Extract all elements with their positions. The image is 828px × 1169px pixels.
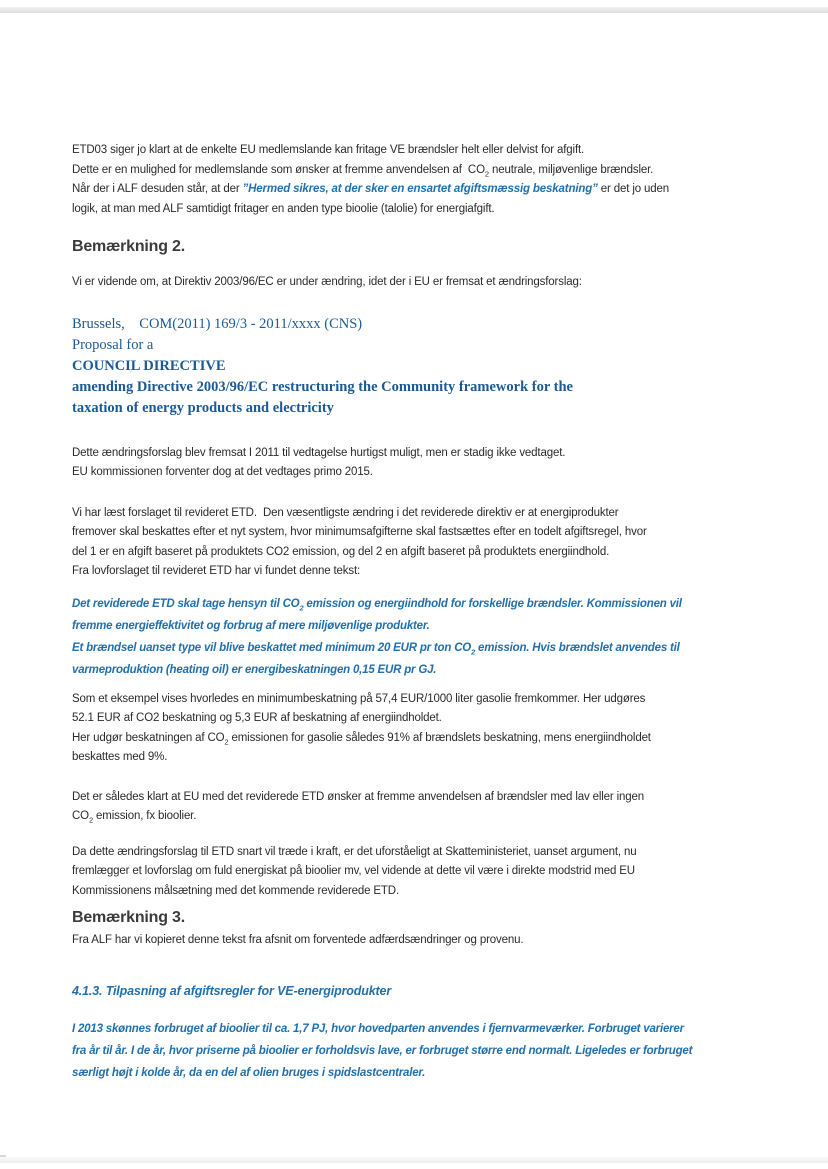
quote-revised-etd: Det reviderede ETD skal tage hensyn til $CO_2$ emission og energiindhold for forskellige brændsler. Kommissionen vil fremme energieffektivitet og forbrug af mere miljøvenlige produkter. Et brændsel uanset type vil blive beskattet med minimum 20 EUR pr ton $CO_2$ emission. Hvis brændslet anvendes til varmeproduktion (heating oil) er energibeskatningen 0,15 EUR pr GJ. bbox=[72, 597, 682, 676]
paragraph-det-er-saaledes: Det er således klart at EU med det reviderede ETD ønsker at fremme anvendelsen af brændsler med lav eller ingen $CO_2$ emission, fx bioolier. bbox=[72, 790, 645, 825]
proposal-citation-block: Brussels, COM(2011) 169/3 - 2011/xxxx (CNS) Proposal for a COUNCIL DIRECTIVE amending Directive 2003/96/EC restructuring the Community framework for the taxation of energy products and electricity bbox=[72, 315, 573, 416]
paragraph-vi-har-laest: Vi har læst forslaget til revideret ETD. Den væsentligste ændring i det reviderede direktiv er at energiprodukter fremover skal beskattes efter et nyt system, hvor minimumsafgifterne skal fastsættes efter en todelt afgiftsregel, hvor del 1 er en afgift baseret på produktets CO2 emission, og del 2 en afgift baseret på produktets energiindhold. Fra lovforslaget til revideret ETD har vi fundet denne tekst: bbox=[72, 506, 647, 577]
paragraph-fra-alf: Fra ALF har vi kopieret denne tekst fra afsnit om forventede adfærdsændringer og provenu. bbox=[72, 934, 524, 946]
paragraph-aendringsforslag: Dette ændringsforslag blev fremsat I 2011 til vedtagelse hurtigst muligt, men er stadig ikke vedtaget. EU kommissionen forventer dog at det vedtages primo 2015. bbox=[72, 446, 566, 478]
heading-bemaerkning-2: Bemærkning 2. bbox=[72, 238, 185, 255]
paragraph-eksempel: Som et eksempel vises hvorledes en minimumbeskatning på 57,4 EUR/1000 liter gasolie fremkommer. Her udgøres 52.1 EUR af CO2 beskatning og 5,3 EUR af beskatning af energiindholdet. Her udgør beskatningen af $CO_2$ emissionen for gasolie således 91% af brændslets beskatning, mens energiindholdet beskattes med 9%. bbox=[72, 692, 651, 763]
paragraph-da-dette: Da dette ændringsforslag til ETD snart vil træde i kraft, er det uforståeligt at Skatteministeriet, uanset argument, nu fremlægger et lovforslag om fuld energiskat på bioolier mv, vel vidende at dette vil være i direkte modstrid med EU Kommissionens målsætning med det kommende reviderede ETD. bbox=[72, 845, 637, 897]
paragraph-etd03: ETD03 siger jo klart at de enkelte EU medlemslande kan fritage VE brændsler helt eller delvist for afgift. Dette er en mulighed for medlemslande som ønsker at fremme anvendelsen af $CO_2$ neutrale, miljøvenlige brændsler. Når der i ALF desuden står, at der ”Hermed sikres, at der sker en ensartet afgiftsmæssig beskatning” er det jo uden logik, at man med ALF samtidigt fritager en anden type bioolie (talolie) for energiafgift. bbox=[72, 144, 670, 215]
scan-artifact-bottom-band bbox=[0, 1157, 828, 1163]
quote-2013-forbrug: I 2013 skønnes forbruget af bioolier til ca. 1,7 PJ, hvor hovedparten anvendes i fjernvarmeværker. Forbruget varierer fra år til år. I de år, hvor priserne på bioolier er forholdsvis lave, er forbruget større end normalt. Ligeledes er forbruget særligt højt i kolde år, da en del af olien bruges i spidslastcentraler. bbox=[72, 1022, 693, 1079]
heading-bemaerkning-3: Bemærkning 3. bbox=[72, 909, 185, 926]
heading-4-1-3: 4.1.3. Tilpasning af afgiftsregler for VE-energiprodukter bbox=[72, 983, 392, 998]
paragraph-vidende: Vi er vidende om, at Direktiv 2003/96/EC er under ændring, idet der i EU er fremsat et ændringsforslag: bbox=[72, 276, 582, 288]
document-page bbox=[72, 0, 762, 1084]
